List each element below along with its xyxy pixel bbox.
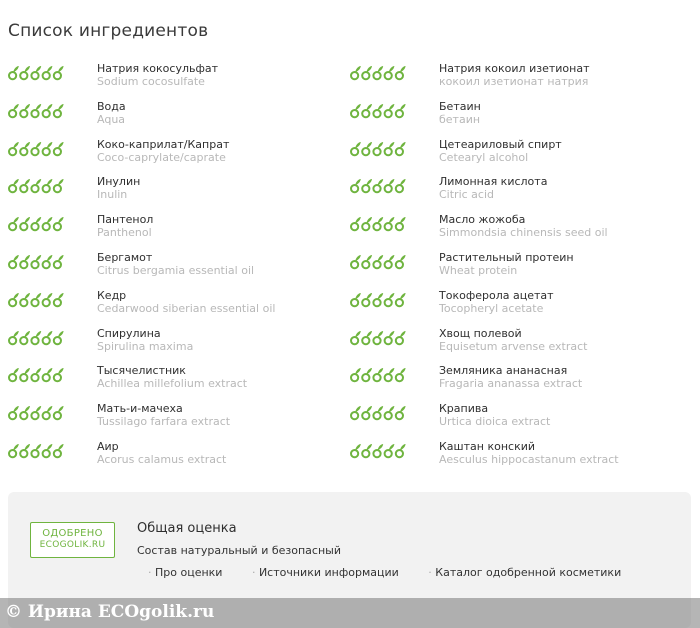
- leaf-drop-icon: [20, 142, 30, 155]
- ingredient-names: [97, 213, 357, 239]
- leaf-rating: [8, 367, 64, 383]
- ingredient-name: Мать-и-мачеха: [97, 402, 183, 416]
- leaf-rating: [8, 405, 64, 421]
- ingredient-latin-name: Cedarwood siberian essential oil: [97, 301, 276, 315]
- leaf-drop-icon: [385, 142, 395, 155]
- leaf-drop-icon: [385, 217, 395, 230]
- ingredient-latin-name: Tocopheryl acetate: [439, 301, 544, 315]
- leaf-drop-icon: [362, 66, 372, 79]
- ingredient-row[interactable]: [8, 364, 348, 402]
- leaf-drop-icon: [31, 217, 41, 230]
- ingredient-latin-name: Inulin: [97, 188, 128, 202]
- leaf-drop-icon: [9, 255, 19, 268]
- ingredient-row[interactable]: [350, 100, 690, 138]
- ingredient-row[interactable]: [8, 402, 348, 440]
- leaf-drop-icon: [43, 444, 53, 457]
- link-about-ratings[interactable]: · Про оценки: [148, 566, 222, 579]
- ingredient-row[interactable]: [350, 213, 690, 251]
- leaf-drop-icon: [362, 406, 372, 419]
- stamp-line-2: ECOGOLIK.RU: [39, 540, 106, 550]
- leaf-rating: [350, 216, 406, 232]
- leaf-drop-icon: [385, 293, 395, 306]
- leaf-rating: [350, 178, 406, 194]
- ingredient-names: [439, 251, 699, 277]
- ingredient-row[interactable]: [350, 251, 690, 289]
- ingredient-names: [439, 213, 699, 239]
- leaf-rating: [8, 141, 64, 157]
- leaf-drop-icon: [351, 217, 361, 230]
- leaf-drop-icon: [385, 66, 395, 79]
- ingredient-names: [97, 251, 357, 277]
- ingredient-column-right: [350, 62, 690, 478]
- leaf-rating: [8, 292, 64, 308]
- leaf-drop-icon: [43, 368, 53, 381]
- ingredient-latin-name: Equisetum arvense extract: [439, 339, 588, 353]
- leaf-drop-icon: [31, 293, 41, 306]
- ingredient-name: Инулин: [97, 175, 141, 189]
- leaf-drop-icon: [362, 331, 372, 344]
- ingredient-name: Вода: [97, 99, 126, 113]
- leaf-rating: [350, 103, 406, 119]
- ingredient-names: [97, 440, 357, 466]
- leaf-drop-icon: [31, 142, 41, 155]
- leaf-rating: [350, 65, 406, 81]
- ingredient-latin-name: Spirulina maxima: [97, 339, 194, 353]
- ingredient-row[interactable]: [350, 327, 690, 365]
- leaf-drop-icon: [20, 406, 30, 419]
- leaf-rating: [8, 178, 64, 194]
- leaf-drop-icon: [54, 179, 64, 192]
- leaf-drop-icon: [385, 179, 395, 192]
- ingredient-row[interactable]: [8, 175, 348, 213]
- info-links: [148, 566, 647, 579]
- leaf-drop-icon: [351, 368, 361, 381]
- ingredient-name: Токоферола ацетат: [439, 288, 554, 302]
- ingredient-latin-name: Fragaria ananassa extract: [439, 377, 583, 391]
- ingredient-latin-name: Tussilago farfara extract: [97, 415, 231, 429]
- watermark-text: © Ирина ECOgolik.ru: [5, 602, 215, 622]
- leaf-drop-icon: [9, 217, 19, 230]
- leaf-rating: [8, 330, 64, 346]
- ingredient-latin-name: Aqua: [97, 112, 126, 126]
- ingredient-name: Каштан конский: [439, 439, 536, 453]
- leaf-drop-icon: [373, 142, 383, 155]
- leaf-drop-icon: [43, 255, 53, 268]
- ingredient-row[interactable]: [8, 327, 348, 365]
- leaf-rating: [8, 103, 64, 119]
- leaf-drop-icon: [31, 255, 41, 268]
- ingredient-latin-name: Panthenol: [97, 226, 152, 240]
- leaf-drop-icon: [362, 142, 372, 155]
- leaf-drop-icon: [20, 217, 30, 230]
- leaf-drop-icon: [396, 179, 406, 192]
- ingredient-names: [439, 364, 699, 390]
- leaf-rating: [8, 254, 64, 270]
- leaf-drop-icon: [385, 406, 395, 419]
- leaf-rating: [350, 405, 406, 421]
- leaf-drop-icon: [373, 406, 383, 419]
- leaf-drop-icon: [351, 66, 361, 79]
- leaf-drop-icon: [9, 331, 19, 344]
- ingredient-name: Натрия кокосульфат: [97, 62, 219, 75]
- ingredient-row[interactable]: [8, 251, 348, 289]
- ingredient-names: [97, 402, 357, 428]
- ingredient-names: [439, 440, 699, 466]
- leaf-drop-icon: [43, 66, 53, 79]
- overall-rating-title: Общая оценка: [137, 521, 237, 536]
- ingredient-row[interactable]: [350, 289, 690, 327]
- leaf-drop-icon: [396, 406, 406, 419]
- leaf-drop-icon: [396, 444, 406, 457]
- ingredient-latin-name: Cetearyl alcohol: [439, 150, 529, 164]
- leaf-drop-icon: [362, 368, 372, 381]
- ingredient-names: [439, 175, 699, 201]
- ingredient-row[interactable]: [350, 440, 690, 478]
- leaf-drop-icon: [54, 142, 64, 155]
- leaf-drop-icon: [9, 368, 19, 381]
- leaf-drop-icon: [9, 104, 19, 117]
- leaf-drop-icon: [362, 444, 372, 457]
- ingredient-row[interactable]: [8, 440, 348, 478]
- ingredient-row[interactable]: [350, 175, 690, 213]
- ingredient-names: [97, 327, 357, 353]
- leaf-drop-icon: [396, 255, 406, 268]
- ingredient-name: Пантенол: [97, 213, 154, 227]
- overall-rating-text: Состав натуральный и безопасный: [137, 544, 341, 557]
- leaf-drop-icon: [54, 66, 64, 79]
- ingredient-latin-name: Wheat protein: [439, 263, 518, 277]
- leaf-rating: [350, 292, 406, 308]
- leaf-drop-icon: [54, 368, 64, 381]
- leaf-rating: [350, 443, 406, 459]
- leaf-drop-icon: [31, 66, 41, 79]
- stamp-line-1: ОДОБРЕНО: [42, 528, 103, 539]
- leaf-drop-icon: [373, 66, 383, 79]
- leaf-drop-icon: [54, 331, 64, 344]
- ingredient-name: Земляника ананасная: [439, 364, 568, 378]
- ingredient-name: Хвощ полевой: [439, 326, 522, 340]
- leaf-drop-icon: [396, 104, 406, 117]
- leaf-drop-icon: [20, 368, 30, 381]
- leaf-drop-icon: [351, 255, 361, 268]
- leaf-drop-icon: [43, 142, 53, 155]
- leaf-rating: [8, 443, 64, 459]
- leaf-drop-icon: [31, 331, 41, 344]
- ingredient-latin-name: бетаин: [439, 112, 481, 126]
- leaf-drop-icon: [43, 104, 53, 117]
- leaf-drop-icon: [20, 104, 30, 117]
- ingredient-latin-name: Citrus bergamia essential oil: [97, 263, 255, 277]
- leaf-drop-icon: [362, 179, 372, 192]
- leaf-drop-icon: [9, 142, 19, 155]
- ingredient-name: Крапива: [439, 402, 489, 416]
- leaf-drop-icon: [20, 444, 30, 457]
- leaf-drop-icon: [385, 104, 395, 117]
- ingredient-name: Растительный протеин: [439, 250, 574, 264]
- ingredient-name: Аир: [97, 439, 119, 453]
- leaf-drop-icon: [9, 293, 19, 306]
- leaf-drop-icon: [362, 217, 372, 230]
- ingredient-row[interactable]: [350, 62, 690, 100]
- leaf-drop-icon: [43, 217, 53, 230]
- leaf-drop-icon: [43, 293, 53, 306]
- leaf-drop-icon: [396, 331, 406, 344]
- ingredient-latin-name: Achillea millefolium extract: [97, 377, 248, 391]
- link-approved-catalog[interactable]: · Каталог одобренной косметики: [428, 566, 621, 579]
- ingredient-latin-name: Citric acid: [439, 188, 494, 202]
- ingredient-row[interactable]: [8, 289, 348, 327]
- leaf-drop-icon: [351, 444, 361, 457]
- ingredient-names: [97, 138, 357, 164]
- leaf-drop-icon: [396, 66, 406, 79]
- ingredient-name: Кедр: [97, 288, 127, 302]
- leaf-drop-icon: [20, 255, 30, 268]
- leaf-drop-icon: [43, 179, 53, 192]
- ingredient-latin-name: Simmondsia chinensis seed oil: [439, 226, 608, 240]
- leaf-drop-icon: [362, 104, 372, 117]
- leaf-drop-icon: [351, 331, 361, 344]
- leaf-rating: [8, 65, 64, 81]
- ingredient-latin-name: Aesculus hippocastanum extract: [439, 452, 619, 466]
- ingredient-names: [439, 62, 699, 88]
- link-sources[interactable]: · Источники информации: [252, 566, 399, 579]
- leaf-drop-icon: [396, 217, 406, 230]
- ingredient-names: [97, 100, 357, 126]
- leaf-drop-icon: [373, 217, 383, 230]
- leaf-drop-icon: [373, 104, 383, 117]
- leaf-drop-icon: [43, 331, 53, 344]
- leaf-drop-icon: [31, 444, 41, 457]
- leaf-drop-icon: [54, 255, 64, 268]
- leaf-rating: [350, 141, 406, 157]
- ingredient-name: Масло жожоба: [439, 213, 526, 227]
- leaf-drop-icon: [31, 406, 41, 419]
- ingredient-latin-name: Acorus calamus extract: [97, 452, 227, 466]
- leaf-rating: [350, 367, 406, 383]
- ingredient-latin-name: Urtica dioica extract: [439, 415, 551, 429]
- ingredient-name: Лимонная кислота: [439, 175, 548, 189]
- leaf-drop-icon: [362, 255, 372, 268]
- ingredient-name: Бетаин: [439, 99, 481, 113]
- leaf-drop-icon: [385, 331, 395, 344]
- leaf-drop-icon: [54, 444, 64, 457]
- watermark-bar: [0, 598, 700, 628]
- leaf-drop-icon: [20, 179, 30, 192]
- ingredient-row[interactable]: [350, 138, 690, 176]
- ingredient-name: Коко-каприлат/Капрат: [97, 137, 230, 151]
- leaf-drop-icon: [373, 444, 383, 457]
- leaf-drop-icon: [373, 368, 383, 381]
- leaf-drop-icon: [385, 444, 395, 457]
- leaf-rating: [8, 216, 64, 232]
- leaf-drop-icon: [385, 255, 395, 268]
- ingredient-name: Спирулина: [97, 326, 161, 340]
- ingredient-name: Бергамот: [97, 250, 153, 264]
- ingredient-row[interactable]: [8, 213, 348, 251]
- leaf-drop-icon: [351, 293, 361, 306]
- ingredient-names: [439, 138, 699, 164]
- leaf-drop-icon: [43, 406, 53, 419]
- leaf-drop-icon: [54, 406, 64, 419]
- leaf-drop-icon: [351, 179, 361, 192]
- ingredient-column-left: [8, 62, 348, 478]
- leaf-drop-icon: [396, 293, 406, 306]
- ingredient-names: [439, 289, 699, 315]
- ingredient-name: Тысячелистник: [97, 364, 186, 378]
- ingredient-row[interactable]: [8, 100, 348, 138]
- leaf-drop-icon: [31, 368, 41, 381]
- leaf-drop-icon: [396, 142, 406, 155]
- leaf-drop-icon: [373, 331, 383, 344]
- leaf-drop-icon: [31, 104, 41, 117]
- ingredient-names: [97, 175, 357, 201]
- approved-stamp: [30, 522, 115, 558]
- leaf-drop-icon: [9, 66, 19, 79]
- leaf-drop-icon: [351, 142, 361, 155]
- leaf-drop-icon: [31, 179, 41, 192]
- leaf-drop-icon: [20, 66, 30, 79]
- ingredient-row[interactable]: [350, 402, 690, 440]
- leaf-drop-icon: [9, 406, 19, 419]
- leaf-rating: [350, 330, 406, 346]
- ingredient-latin-name: Sodium cocosulfate: [97, 75, 205, 88]
- leaf-drop-icon: [385, 368, 395, 381]
- ingredient-name: Цетеариловый спирт: [439, 137, 562, 151]
- ingredient-names: [439, 100, 699, 126]
- leaf-drop-icon: [351, 406, 361, 419]
- leaf-drop-icon: [351, 104, 361, 117]
- page-title: Список ингредиентов: [8, 21, 209, 41]
- ingredient-names: [97, 289, 357, 315]
- ingredient-row[interactable]: [8, 62, 348, 100]
- leaf-drop-icon: [54, 293, 64, 306]
- leaf-drop-icon: [396, 368, 406, 381]
- ingredient-names: [97, 62, 357, 88]
- leaf-drop-icon: [373, 255, 383, 268]
- ingredient-names: [439, 402, 699, 428]
- leaf-drop-icon: [54, 104, 64, 117]
- ingredient-latin-name: кокоил изетионат натрия: [439, 75, 589, 88]
- ingredient-names: [97, 364, 357, 390]
- leaf-rating: [350, 254, 406, 270]
- ingredient-row[interactable]: [8, 138, 348, 176]
- leaf-drop-icon: [373, 179, 383, 192]
- ingredient-names: [439, 327, 699, 353]
- ingredient-latin-name: Coco-caprylate/caprate: [97, 150, 226, 164]
- leaf-drop-icon: [362, 293, 372, 306]
- leaf-drop-icon: [20, 331, 30, 344]
- leaf-drop-icon: [373, 293, 383, 306]
- leaf-drop-icon: [54, 217, 64, 230]
- ingredient-row[interactable]: [350, 364, 690, 402]
- leaf-drop-icon: [9, 444, 19, 457]
- leaf-drop-icon: [20, 293, 30, 306]
- leaf-drop-icon: [9, 179, 19, 192]
- ingredient-name: Натрия кокоил изетионат: [439, 62, 590, 75]
